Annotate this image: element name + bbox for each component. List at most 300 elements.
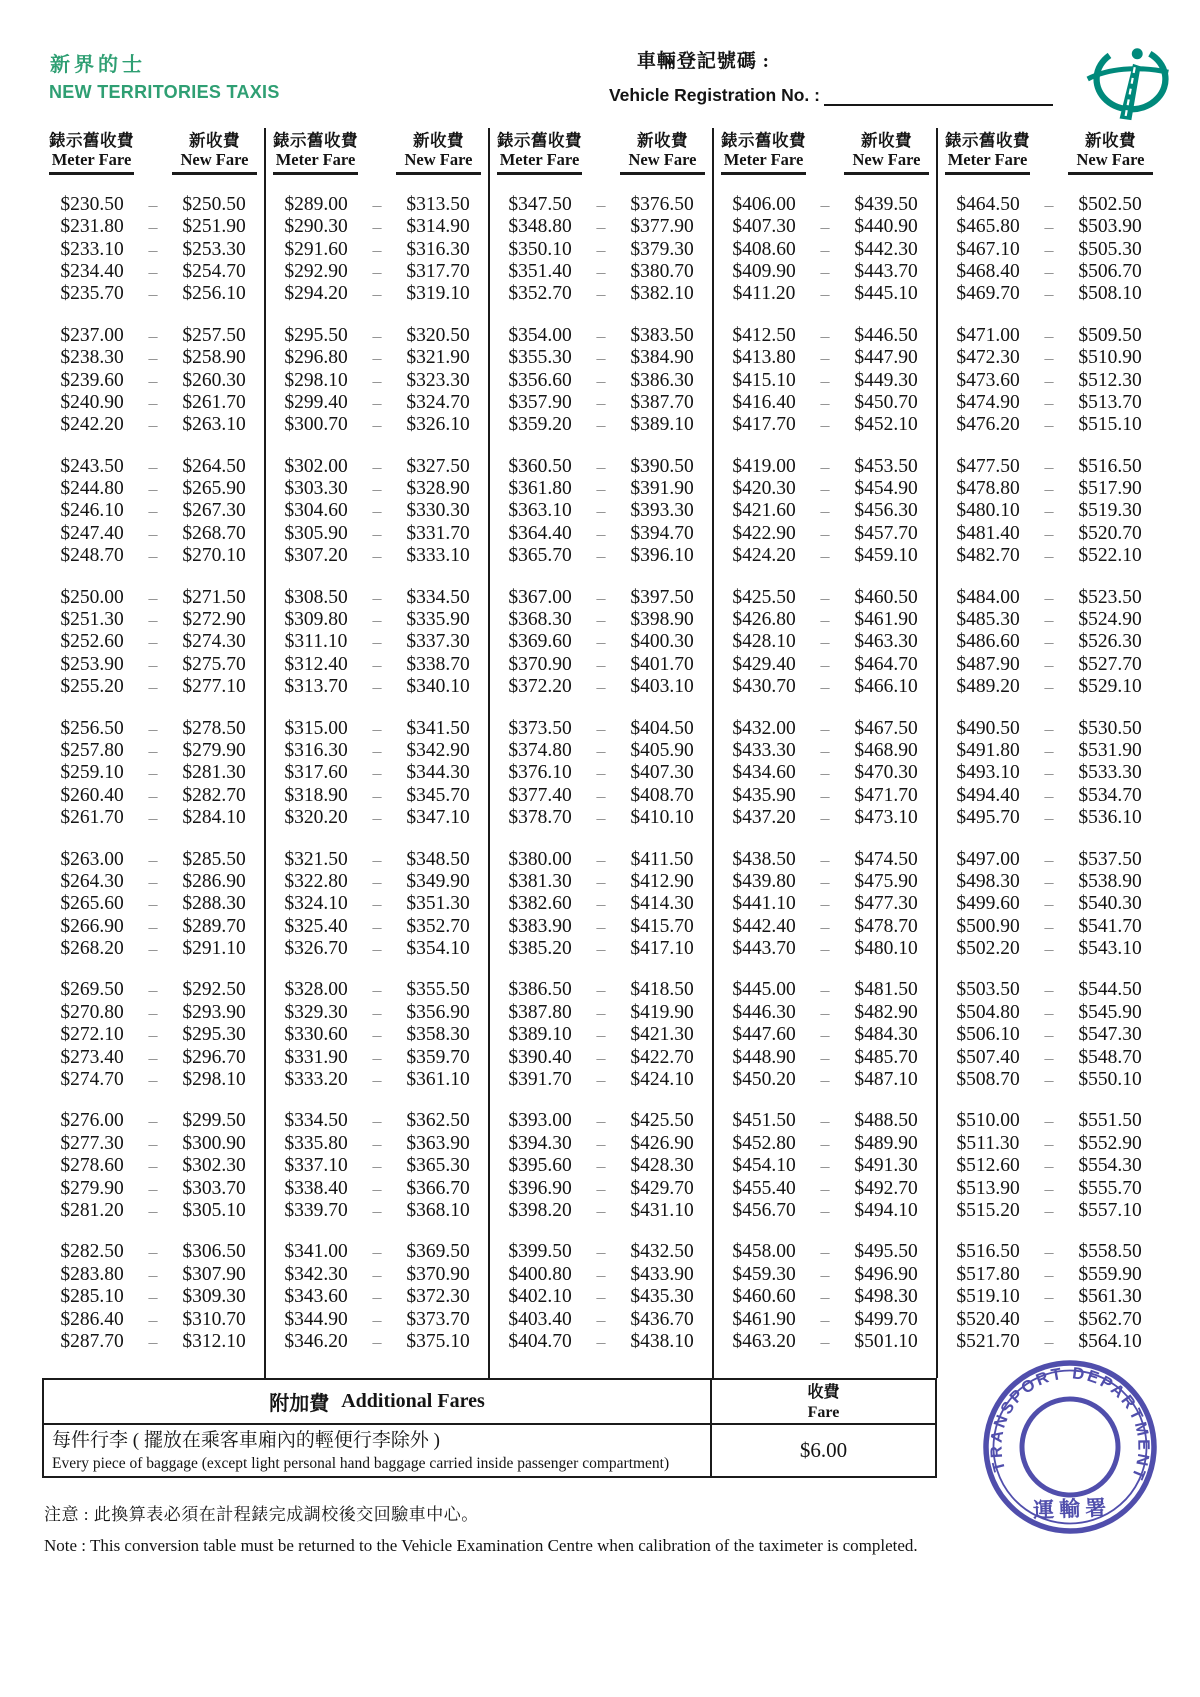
meter-fare-value: $478.80 (956, 478, 1020, 500)
fare-row (266, 893, 488, 915)
dash-separator: – (596, 654, 606, 675)
fare-row (490, 916, 712, 938)
dash-separator: – (1044, 763, 1054, 784)
dash-separator: – (596, 632, 606, 653)
fare-row (938, 1241, 1160, 1263)
fare-row (490, 545, 712, 567)
fare-group (490, 194, 712, 306)
new-fare-value: $523.50 (1078, 586, 1142, 608)
vehicle-registration-label-english: Vehicle Registration No. : (608, 85, 820, 105)
dash-separator: – (148, 284, 158, 305)
new-fare-value: $456.30 (854, 500, 918, 522)
dash-separator: – (820, 1201, 830, 1221)
meter-fare-value: $242.20 (60, 414, 124, 436)
fare-row (266, 654, 488, 676)
fare-row (490, 1069, 712, 1091)
new-fare-value: $545.90 (1078, 1001, 1142, 1023)
meter-fare-value: $238.30 (60, 347, 124, 369)
dash-separator: – (148, 370, 158, 391)
new-fare-value: $337.30 (406, 631, 470, 653)
meter-fare-value: $361.80 (508, 478, 572, 500)
new-fare-value: $529.10 (1078, 676, 1142, 698)
meter-fare-value: $292.90 (284, 260, 348, 282)
meter-fare-value: $498.30 (956, 870, 1020, 892)
new-fare-value: $426.90 (630, 1132, 694, 1154)
dash-separator: – (1044, 1047, 1054, 1068)
new-fare-value: $470.30 (854, 762, 918, 784)
meter-fare-value: $231.80 (60, 216, 124, 238)
meter-fare-value: $393.00 (508, 1110, 572, 1132)
fare-group (714, 194, 936, 306)
meter-fare-value: $263.00 (60, 848, 124, 870)
fare-row (714, 1286, 936, 1308)
fare-row (938, 740, 1160, 762)
dash-separator: – (148, 1242, 158, 1263)
new-fare-value: $463.30 (854, 631, 918, 653)
meter-fare-value: $513.90 (956, 1177, 1020, 1199)
fare-row (42, 1133, 264, 1155)
fare-group (266, 979, 488, 1091)
fare-row (714, 631, 936, 653)
dash-separator: – (148, 1156, 158, 1177)
new-fare-value: $292.50 (182, 979, 246, 1001)
meter-fare-value: $352.70 (508, 283, 572, 305)
fare-row (714, 347, 936, 369)
new-fare-value: $335.90 (406, 609, 470, 631)
dash-separator: – (596, 501, 606, 522)
meter-fare-value: $309.80 (284, 609, 348, 631)
fare-row (266, 1024, 488, 1046)
fare-row (938, 631, 1160, 653)
fare-row (714, 762, 936, 784)
dash-separator: – (148, 479, 158, 500)
meter-fare-value: $486.60 (956, 631, 1020, 653)
new-fare-value: $264.50 (182, 455, 246, 477)
dash-separator: – (1044, 849, 1054, 870)
dash-separator: – (1044, 980, 1054, 1001)
fare-group (266, 849, 488, 961)
fare-row (714, 916, 936, 938)
new-fare-value: $296.70 (182, 1046, 246, 1068)
meter-fare-value: $272.10 (60, 1024, 124, 1046)
fare-group (266, 1110, 488, 1222)
fare-row (938, 785, 1160, 807)
new-fare-value: $267.30 (182, 500, 246, 522)
dash-separator: – (372, 284, 382, 305)
fare-row (938, 1155, 1160, 1177)
fare-row (938, 239, 1160, 261)
dash-separator: – (596, 1133, 606, 1154)
meter-fare-value: $485.30 (956, 609, 1020, 631)
meter-fare-value: $428.10 (732, 631, 796, 653)
dash-separator: – (372, 261, 382, 282)
new-fare-value: $321.90 (406, 347, 470, 369)
fare-row (42, 392, 264, 414)
dash-separator: – (820, 523, 830, 544)
dash-separator: – (148, 1047, 158, 1068)
fare-row (42, 261, 264, 283)
fare-row (714, 1069, 936, 1091)
meter-fare-value: $320.20 (284, 807, 348, 829)
meter-fare-value: $456.70 (732, 1200, 796, 1221)
meter-fare-value: $435.90 (732, 784, 796, 806)
dash-separator: – (148, 677, 158, 698)
dash-separator: – (820, 1070, 830, 1091)
fare-group (714, 1110, 936, 1222)
fare-row (42, 523, 264, 545)
fare-row (490, 1155, 712, 1177)
dash-separator: – (372, 808, 382, 829)
new-fare-value: $401.70 (630, 653, 694, 675)
fare-row (714, 938, 936, 960)
meter-fare-value: $413.80 (732, 347, 796, 369)
new-fare-value: $362.50 (406, 1110, 470, 1132)
meter-fare-value: $482.70 (956, 545, 1020, 567)
meter-fare-value: $298.10 (284, 369, 348, 391)
new-fare-value: $396.10 (630, 545, 694, 567)
dash-separator: – (1044, 456, 1054, 477)
fare-row (938, 261, 1160, 283)
meter-fare-value: $391.70 (508, 1069, 572, 1091)
dash-separator: – (372, 587, 382, 608)
fare-group (266, 456, 488, 568)
fare-row (938, 849, 1160, 871)
new-fare-value: $320.50 (406, 324, 470, 346)
fare-row (938, 1133, 1160, 1155)
fare-row (490, 1331, 712, 1353)
fare-column-2 (264, 128, 488, 1378)
fare-row (490, 1264, 712, 1286)
meter-fare-value: $329.30 (284, 1001, 348, 1023)
fare-column-header (714, 131, 936, 175)
dash-separator: – (1044, 1242, 1054, 1263)
new-fare-value: $547.30 (1078, 1024, 1142, 1046)
dash-separator: – (1044, 916, 1054, 937)
fare-row (938, 500, 1160, 522)
fare-row (490, 478, 712, 500)
dash-separator: – (148, 871, 158, 892)
meter-fare-value: $516.50 (956, 1241, 1020, 1263)
dash-separator: – (372, 1002, 382, 1023)
fare-row (490, 871, 712, 893)
dash-separator: – (820, 501, 830, 522)
new-fare-value: $517.90 (1078, 478, 1142, 500)
new-fare-value: $397.50 (630, 586, 694, 608)
dash-separator: – (148, 1178, 158, 1199)
new-fare-value: $531.90 (1078, 739, 1142, 761)
new-fare-value: $382.10 (630, 283, 694, 305)
fare-group (938, 1241, 1160, 1353)
meter-fare-header-chinese: 錶示舊收費 (49, 131, 134, 150)
dash-separator: – (596, 894, 606, 915)
meter-fare-value: $333.20 (284, 1069, 348, 1091)
meter-fare-value: $386.50 (508, 979, 572, 1001)
meter-fare-header (49, 131, 134, 175)
meter-fare-value: $270.80 (60, 1001, 124, 1023)
fare-row (42, 785, 264, 807)
dash-separator: – (596, 415, 606, 436)
dash-separator: – (596, 1309, 606, 1330)
fare-row (714, 523, 936, 545)
meter-fare-value: $467.10 (956, 238, 1020, 260)
vehicle-registration-row (540, 82, 1053, 106)
fare-row (490, 216, 712, 238)
new-fare-value: $404.50 (630, 717, 694, 739)
new-fare-value: $468.90 (854, 739, 918, 761)
fare-row (938, 1178, 1160, 1200)
dash-separator: – (596, 1201, 606, 1221)
dash-separator: – (1044, 546, 1054, 567)
fare-row (266, 1200, 488, 1222)
new-fare-header-chinese: 新收費 (637, 131, 688, 150)
fare-row (938, 370, 1160, 392)
meter-fare-value: $515.20 (956, 1200, 1020, 1221)
fare-row (42, 609, 264, 631)
fare-row (266, 1241, 488, 1263)
dash-separator: – (596, 284, 606, 305)
dash-separator: – (820, 871, 830, 892)
dash-separator: – (372, 632, 382, 653)
new-fare-value: $450.70 (854, 391, 918, 413)
meter-fare-value: $433.30 (732, 739, 796, 761)
new-fare-header (396, 131, 481, 175)
meter-fare-value: $348.80 (508, 216, 572, 238)
dash-separator: – (148, 980, 158, 1001)
new-fare-value: $300.90 (182, 1132, 246, 1154)
new-fare-value: $298.10 (182, 1069, 246, 1091)
meter-fare-value: $337.10 (284, 1155, 348, 1177)
fare-column-header (42, 131, 264, 175)
fare-row (42, 807, 264, 829)
meter-fare-value: $364.40 (508, 522, 572, 544)
dash-separator: – (596, 217, 606, 238)
dash-separator: – (820, 939, 830, 960)
new-fare-value: $268.70 (182, 522, 246, 544)
dash-separator: – (372, 1156, 382, 1177)
fare-row (714, 1264, 936, 1286)
fare-row (490, 609, 712, 631)
meter-fare-header-english: Meter Fare (275, 149, 356, 169)
meter-fare-value: $369.60 (508, 631, 572, 653)
dash-separator: – (1044, 479, 1054, 500)
fare-row (42, 283, 264, 305)
new-fare-value: $281.30 (182, 762, 246, 784)
dash-separator: – (148, 1025, 158, 1046)
dash-separator: – (596, 849, 606, 870)
new-fare-value: $303.70 (182, 1177, 246, 1199)
meter-fare-value: $464.50 (956, 193, 1020, 215)
dash-separator: – (372, 980, 382, 1001)
fare-row (938, 762, 1160, 784)
new-fare-value: $272.90 (182, 609, 246, 631)
fare-row (714, 785, 936, 807)
fare-row (266, 370, 488, 392)
dash-separator: – (820, 1047, 830, 1068)
fare-row (42, 871, 264, 893)
new-fare-value: $485.70 (854, 1046, 918, 1068)
fare-row (938, 1200, 1160, 1222)
new-fare-value: $254.70 (182, 260, 246, 282)
dash-separator: – (596, 740, 606, 761)
dash-separator: – (148, 217, 158, 238)
meter-fare-value: $424.20 (732, 545, 796, 567)
dash-separator: – (148, 239, 158, 260)
fare-row (266, 1133, 488, 1155)
fare-row (42, 478, 264, 500)
meter-fare-value: $331.90 (284, 1046, 348, 1068)
dash-separator: – (148, 261, 158, 282)
dash-separator: – (820, 677, 830, 698)
meter-fare-value: $503.50 (956, 979, 1020, 1001)
new-fare-value: $251.90 (182, 216, 246, 238)
fare-row (938, 523, 1160, 545)
dash-separator: – (596, 1242, 606, 1263)
meter-fare-value: $415.10 (732, 369, 796, 391)
meter-fare-header-chinese: 錶示舊收費 (273, 131, 358, 150)
fare-row (42, 239, 264, 261)
fare-row (42, 587, 264, 609)
meter-fare-value: $317.60 (284, 762, 348, 784)
dash-separator: – (820, 1002, 830, 1023)
meter-fare-value: $471.00 (956, 324, 1020, 346)
fare-row (714, 1331, 936, 1353)
dash-separator: – (820, 348, 830, 369)
dash-separator: – (820, 1309, 830, 1330)
fare-row (938, 1264, 1160, 1286)
new-fare-header-chinese: 新收費 (861, 131, 912, 150)
dash-separator: – (1044, 1002, 1054, 1023)
fare-row (266, 740, 488, 762)
dash-separator: – (596, 348, 606, 369)
new-fare-value: $411.50 (630, 848, 694, 870)
fare-group (714, 718, 936, 830)
dash-separator: – (596, 610, 606, 631)
meter-fare-value: $508.70 (956, 1069, 1020, 1091)
new-fare-value: $484.30 (854, 1024, 918, 1046)
meter-fare-value: $460.60 (732, 1286, 796, 1308)
fare-group (42, 456, 264, 568)
fare-row (42, 347, 264, 369)
fare-row (266, 1110, 488, 1132)
meter-fare-value: $497.00 (956, 848, 1020, 870)
meter-fare-value: $268.20 (60, 938, 124, 960)
dash-separator: – (1044, 392, 1054, 413)
dash-separator: – (1044, 523, 1054, 544)
meter-fare-value: $406.00 (732, 193, 796, 215)
meter-fare-value: $403.40 (508, 1308, 572, 1330)
dash-separator: – (372, 370, 382, 391)
fare-row (490, 676, 712, 698)
new-fare-value: $366.70 (406, 1177, 470, 1199)
header-gap (1037, 131, 1061, 175)
fare-row (714, 216, 936, 238)
fare-row (266, 1331, 488, 1353)
new-fare-value: $302.30 (182, 1155, 246, 1177)
new-fare-value: $541.70 (1078, 915, 1142, 937)
meter-fare-value: $234.40 (60, 260, 124, 282)
fare-row (266, 545, 488, 567)
dash-separator: – (820, 546, 830, 567)
meter-fare-value: $481.40 (956, 522, 1020, 544)
fare-column-header (266, 131, 488, 175)
fare-row (714, 1309, 936, 1331)
dash-separator: – (1044, 370, 1054, 391)
new-fare-value: $558.50 (1078, 1241, 1142, 1263)
meter-fare-value: $296.80 (284, 347, 348, 369)
fare-row (714, 239, 936, 261)
new-fare-value: $326.10 (406, 414, 470, 436)
transport-department-logo-icon (1086, 44, 1170, 126)
dash-separator: – (148, 1264, 158, 1285)
fare-column-5 (936, 128, 1160, 1378)
dash-separator: – (596, 1331, 606, 1352)
meter-fare-value: $370.90 (508, 653, 572, 675)
dash-separator: – (820, 763, 830, 784)
fare-row (490, 849, 712, 871)
new-fare-value: $299.50 (182, 1110, 246, 1132)
meter-fare-value: $517.80 (956, 1263, 1020, 1285)
fare-row (938, 347, 1160, 369)
meter-fare-value: $295.50 (284, 324, 348, 346)
dash-separator: – (820, 1242, 830, 1263)
fare-row (42, 1110, 264, 1132)
dash-separator: – (596, 1156, 606, 1177)
new-fare-value: $314.90 (406, 216, 470, 238)
meter-fare-value: $302.00 (284, 455, 348, 477)
meter-fare-value: $346.20 (284, 1330, 348, 1352)
fare-row (714, 609, 936, 631)
new-fare-value: $317.70 (406, 260, 470, 282)
new-fare-value: $380.70 (630, 260, 694, 282)
meter-fare-value: $499.60 (956, 893, 1020, 915)
new-fare-value: $403.10 (630, 676, 694, 698)
meter-fare-value: $264.30 (60, 870, 124, 892)
fare-row (490, 325, 712, 347)
dash-separator: – (596, 587, 606, 608)
dash-separator: – (820, 916, 830, 937)
new-fare-value: $499.70 (854, 1308, 918, 1330)
meter-fare-value: $318.90 (284, 784, 348, 806)
meter-fare-value: $448.90 (732, 1046, 796, 1068)
fare-row (490, 1200, 712, 1222)
new-fare-value: $289.70 (182, 915, 246, 937)
meter-fare-value: $519.10 (956, 1286, 1020, 1308)
new-fare-value: $438.10 (630, 1330, 694, 1352)
new-fare-value: $471.70 (854, 784, 918, 806)
meter-fare-value: $372.20 (508, 676, 572, 698)
meter-fare-value: $244.80 (60, 478, 124, 500)
new-fare-value: $286.90 (182, 870, 246, 892)
meter-fare-value: $521.70 (956, 1330, 1020, 1352)
new-fare-value: $377.90 (630, 216, 694, 238)
meter-fare-value: $446.30 (732, 1001, 796, 1023)
dash-separator: – (372, 1133, 382, 1154)
new-fare-value: $407.30 (630, 762, 694, 784)
new-fare-header-english: New Fare (1076, 149, 1145, 169)
new-fare-value: $440.90 (854, 216, 918, 238)
dash-separator: – (820, 587, 830, 608)
new-fare-value: $508.10 (1078, 283, 1142, 305)
note-chinese: 注意 : 此換算表必須在計程錶完成調校後交回驗車中心。 (44, 1505, 479, 1524)
new-fare-value: $425.50 (630, 1110, 694, 1132)
new-fare-value: $306.50 (182, 1241, 246, 1263)
fare-row (266, 1155, 488, 1177)
meter-fare-value: $377.40 (508, 784, 572, 806)
dash-separator: – (820, 194, 830, 215)
meter-fare-value: $512.60 (956, 1155, 1020, 1177)
additional-fares-title-chinese: 附加費 (269, 1393, 330, 1415)
dash-separator: – (596, 1002, 606, 1023)
